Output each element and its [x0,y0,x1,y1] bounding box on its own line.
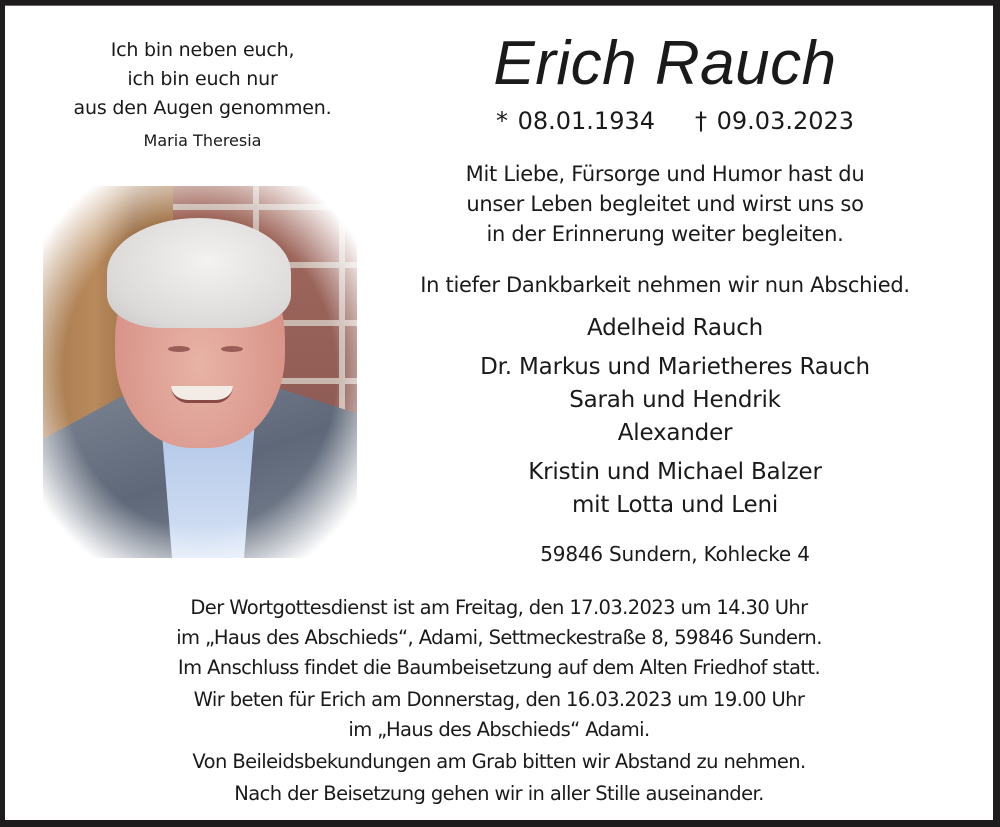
photo-smile [171,386,233,403]
deceased-name: Erich Rauch [493,29,837,98]
photo-eye [221,346,243,352]
obituary-notice [5,5,993,820]
family-member: Alexander [617,420,733,446]
quote [5,36,400,123]
family-group [425,312,925,345]
quote-line: Ich bin neben euch, [110,39,295,61]
mourning-family [425,312,925,528]
service-line: Von Beileidsbekundungen am Grab bitten wir Abstand zu nehmen. [192,750,806,773]
message-line: unser Leben begleitet und wirst uns so [466,192,864,216]
service-line: im „Haus des Abschieds“, Adami, Settmeckestraße 8, 59846 Sundern. [176,626,822,649]
message-line: in der Erinnerung weiter begleiten. [486,222,844,246]
service-line: im „Haus des Abschieds“ Adami. [348,718,650,741]
family-group [425,351,925,450]
service-paragraph [5,685,993,745]
service-paragraph [5,779,993,809]
death-date: † 09.03.2023 [695,107,855,135]
birth-date: * 08.01.1934 [495,107,655,135]
quote-line: aus den Augen genommen. [73,97,332,119]
farewell-line: In tiefer Dankbarkeit nehmen wir nun Abschied. [420,273,910,297]
family-member: Dr. Markus und Marietheres Rauch [480,354,870,380]
service-paragraph [5,593,993,683]
quote-author: Maria Theresia [143,131,262,150]
service-details [5,593,993,811]
deceased-portrait-photo [43,186,357,558]
service-line: Nach der Beisetzung gehen wir in aller Stille auseinander. [234,782,764,805]
family-member: Kristin und Michael Balzer [528,459,822,485]
service-paragraph [5,747,993,777]
family-group [425,456,925,522]
memorial-message [385,159,945,249]
photo-hair [107,218,291,328]
family-address: 59846 Sundern, Kohlecke 4 [540,542,810,566]
service-line: Im Anschluss findet die Baumbeisetzung auf dem Alten Friedhof statt. [177,656,821,679]
life-dates [445,107,905,135]
service-line: Wir beten für Erich am Donnerstag, den 16.03.2023 um 19.00 Uhr [193,688,805,711]
family-member: Adelheid Rauch [586,315,764,341]
quote-line: ich bin euch nur [127,68,278,90]
photo-eye [168,346,190,352]
service-line: Der Wortgottesdienst ist am Freitag, den 17.03.2023 um 14.30 Uhr [190,596,808,619]
message-line: Mit Liebe, Fürsorge und Humor hast du [465,162,865,186]
family-member: mit Lotta und Leni [571,492,779,518]
family-member: Sarah und Hendrik [569,387,781,413]
